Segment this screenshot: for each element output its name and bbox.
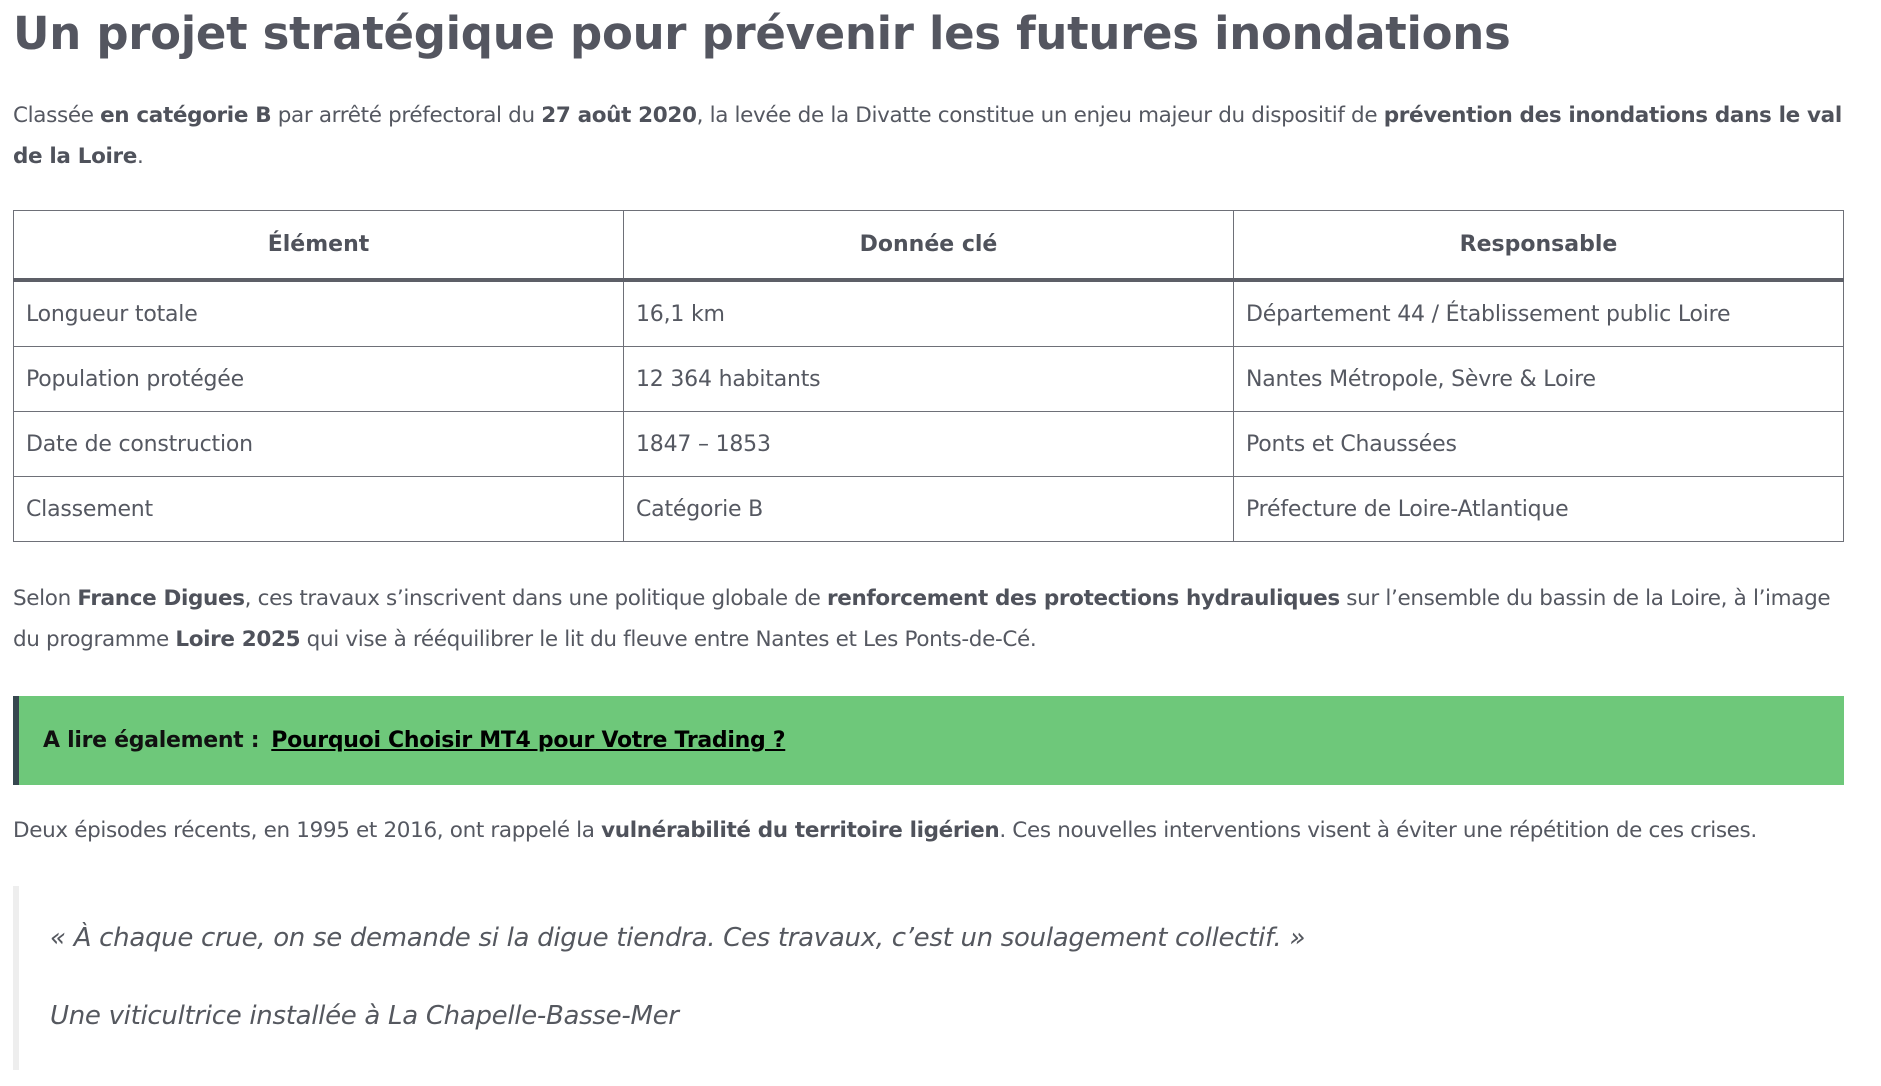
key-data-table (13, 210, 1844, 542)
text: , ces travaux s’inscrivent dans une politique globale de (244, 586, 827, 611)
column-header-element: Élément (14, 211, 624, 281)
table-cell: 12 364 habitants (624, 347, 1234, 412)
table-cell: Nantes Métropole, Sèvre & Loire (1234, 347, 1844, 412)
intro-paragraph (13, 95, 1843, 177)
testimonial-blockquote (13, 886, 1813, 1070)
read-also-link[interactable]: Pourquoi Choisir MT4 pour Votre Trading ? (271, 728, 786, 753)
column-header-responsible: Responsable (1234, 211, 1844, 281)
table-cell: Préfecture de Loire-Atlantique (1234, 477, 1844, 542)
table-cell: Classement (14, 477, 624, 542)
text: . (137, 144, 144, 169)
table-row (14, 280, 1844, 347)
table-cell: 16,1 km (624, 280, 1234, 347)
context-paragraph (13, 578, 1843, 660)
column-header-key-data: Donnée clé (624, 211, 1234, 281)
table-cell: Longueur totale (14, 280, 624, 347)
quote-attribution: Une viticultrice installée à La Chapelle-Basse-Mer (50, 1001, 679, 1031)
table-cell: Département 44 / Établissement public Loire (1234, 280, 1844, 347)
bold-text: France Digues (77, 586, 245, 611)
table-row (14, 347, 1844, 412)
bold-text: Loire 2025 (175, 627, 301, 652)
quote-text: « À chaque crue, on se demande si la digue tiendra. Ces travaux, c’est un soulagement collectif. » (50, 923, 1306, 953)
text: sur l’ensemble du bassin de la Loire, à l’image du programme (13, 586, 1831, 652)
read-also-label: A lire également : (43, 728, 260, 753)
text: qui vise à rééquilibrer le lit du fleuve entre Nantes et Les Ponts-de-Cé. (300, 627, 1037, 652)
text: Classée (13, 103, 101, 128)
bold-text: en catégorie B (100, 103, 272, 128)
text: . Ces nouvelles interventions visent à éviter une répétition de ces crises. (999, 818, 1757, 843)
article-title: Un projet stratégique pour prévenir les futures inondations (13, 7, 1511, 60)
text: Selon (13, 586, 78, 611)
table-cell: Date de construction (14, 412, 624, 477)
bold-text: 27 août 2020 (541, 103, 697, 128)
table-cell: Population protégée (14, 347, 624, 412)
table-cell: Catégorie B (624, 477, 1234, 542)
table-cell: 1847 – 1853 (624, 412, 1234, 477)
bold-text: prévention des inondations dans le val de la Loire (13, 103, 1842, 169)
table-header-row (14, 211, 1844, 281)
text: , la levée de la Divatte constitue un enjeu majeur du dispositif de (696, 103, 1384, 128)
table-row (14, 412, 1844, 477)
text: Deux épisodes récents, en 1995 et 2016, ont rappelé la (13, 818, 602, 843)
bold-text: vulnérabilité du territoire ligérien (601, 818, 1000, 843)
table-cell: Ponts et Chaussées (1234, 412, 1844, 477)
text: par arrêté préfectoral du (271, 103, 542, 128)
read-also-callout (13, 696, 1844, 785)
table-row (14, 477, 1844, 542)
history-paragraph (13, 810, 1843, 851)
bold-text: renforcement des protections hydrauliques (826, 586, 1340, 611)
